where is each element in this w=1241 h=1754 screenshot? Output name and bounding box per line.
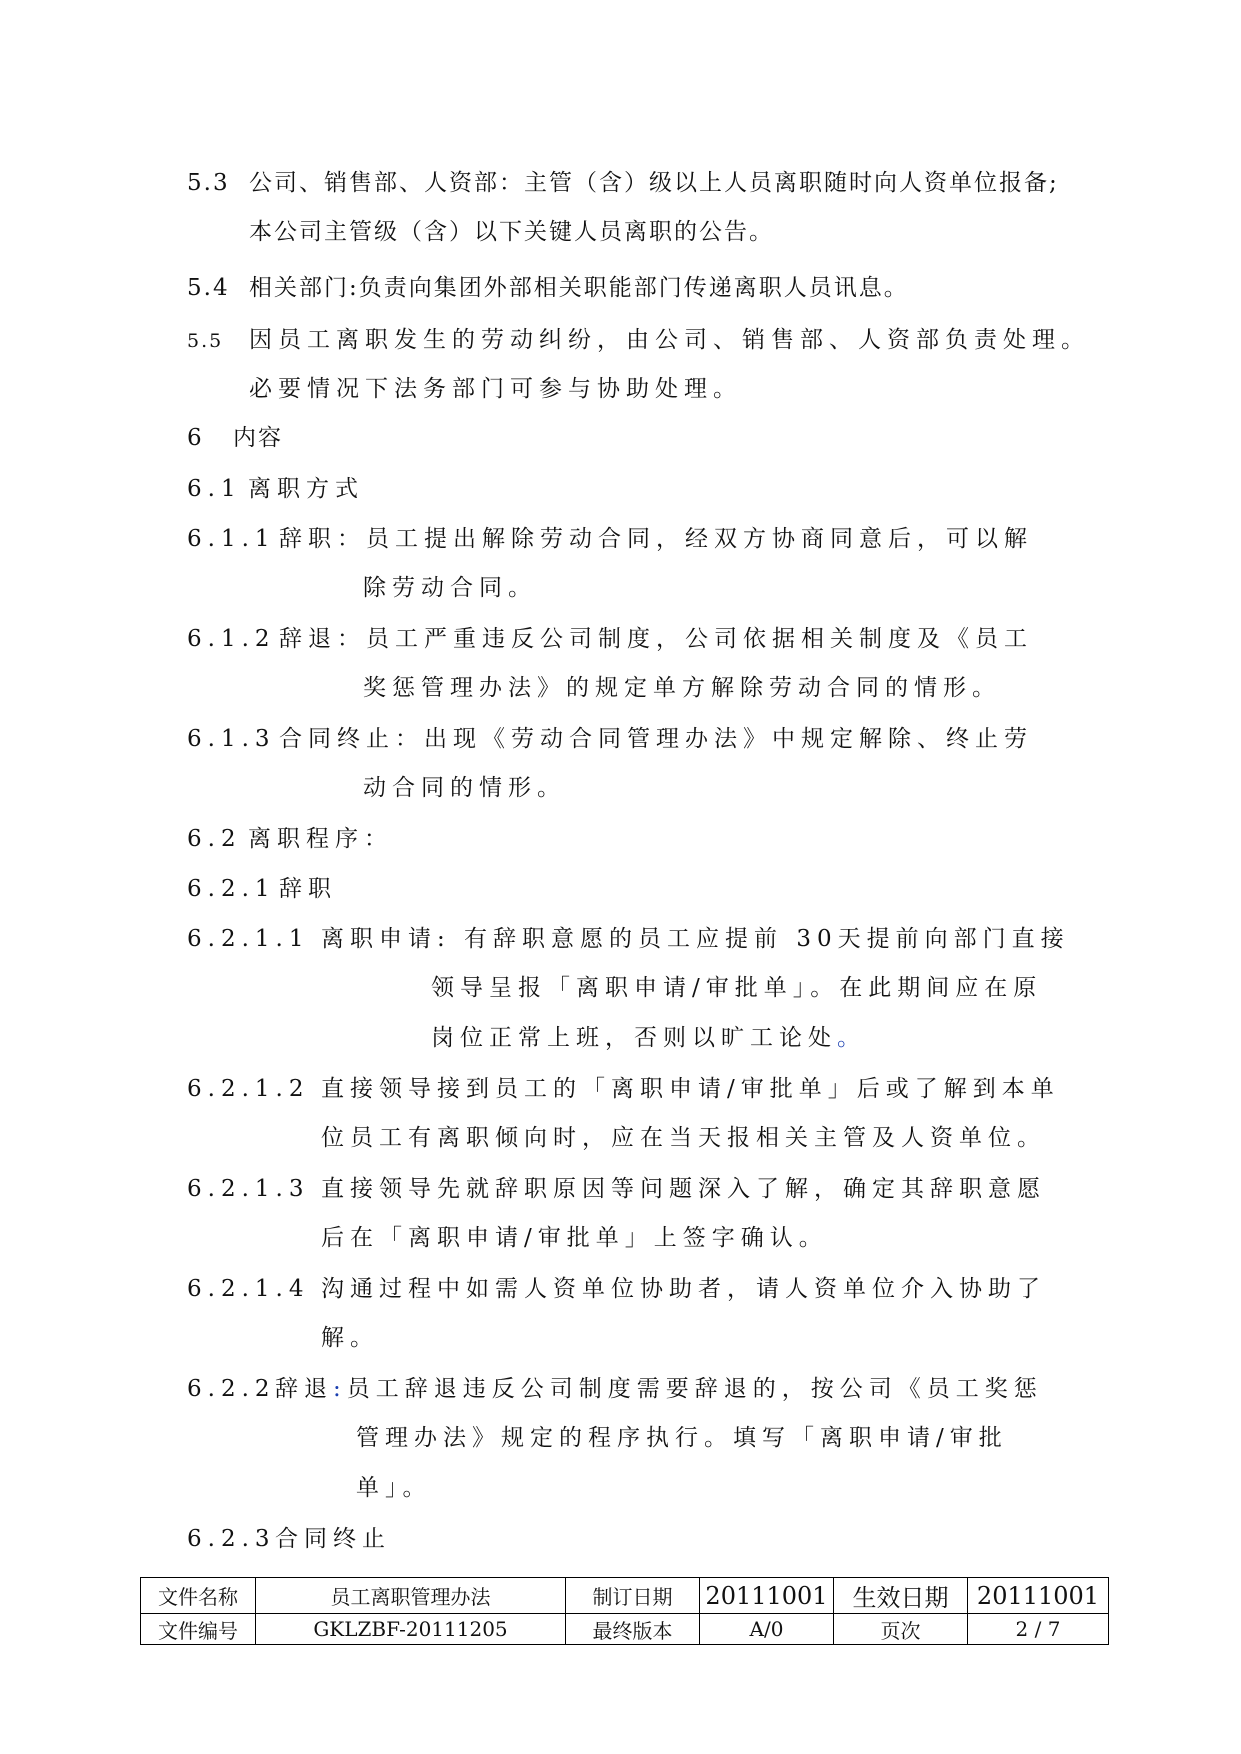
section-6 — [187, 423, 283, 453]
section-number: 6.1 — [187, 476, 242, 502]
clause-text: 沟通过程中如需人资单位协助者，请人资单位介入协助了 — [321, 1276, 1046, 1302]
section-number: 6.2.1 — [187, 876, 276, 902]
file-name-label: 文件名称 — [141, 1578, 256, 1614]
clause-number: 6.2.1.1 — [187, 926, 310, 952]
clause-6-1-2 — [187, 624, 1033, 654]
clause-6-2-1-1-cont2 — [431, 1023, 866, 1053]
clause-number: 6.2.2 — [187, 1376, 276, 1402]
section-6-1 — [187, 474, 364, 504]
clause-text: 直接领导接到员工的「离职申请/审批单」后或了解到本单 — [321, 1076, 1060, 1102]
clause-text: 奖惩管理办法》的规定单方解除劳动合同的情形。 — [363, 675, 1001, 701]
section-6-2 — [187, 824, 393, 854]
page-label: 页次 — [834, 1614, 968, 1645]
clause-5-4 — [187, 273, 909, 303]
clause-6-2-1-1-cont — [431, 973, 1042, 1003]
clause-heading: 辞退 — [275, 1376, 333, 1402]
clause-text: 相关部门:负责向集团外部相关职能部门传递离职人员讯息。 — [249, 275, 909, 301]
file-name-value: 员工离职管理办法 — [256, 1578, 566, 1614]
clause-6-2-1-4-cont — [321, 1323, 379, 1353]
version-value: A/0 — [700, 1614, 834, 1645]
clause-6-2-1-3-cont — [321, 1223, 828, 1253]
revise-date-label: 制订日期 — [566, 1578, 700, 1614]
clause-6-2-1-2 — [187, 1074, 1060, 1104]
clause-text: 管理办法》规定的程序执行。填写「离职申请/审批 — [356, 1425, 1008, 1451]
clause-text: 位员工有离职倾向时，应在当天报相关主管及人资单位。 — [321, 1125, 1046, 1151]
clause-6-1-3-cont — [363, 773, 566, 803]
clause-6-2-1-4 — [187, 1274, 1046, 1304]
clause-text: 因员工离职发生的劳动纠纷，由公司、销售部、人资部负责处理。 — [249, 327, 1090, 353]
section-number: 6 — [187, 425, 204, 451]
clause-text: 解。 — [321, 1325, 379, 1351]
clause-text: 除劳动合同。 — [363, 575, 537, 601]
clause-5-5 — [187, 325, 1090, 356]
section-number: 6.2.3 — [187, 1526, 276, 1552]
clause-text: 直接领导先就辞职原因等问题深入了解，确定其辞职意愿 — [321, 1176, 1046, 1202]
file-no-label: 文件编号 — [141, 1614, 256, 1645]
clause-6-2-2 — [187, 1374, 1043, 1404]
clause-number: 5.3 — [187, 170, 230, 196]
section-heading: 辞职 — [279, 876, 337, 902]
clause-text: 动合同的情形。 — [363, 775, 566, 801]
clause-5-3 — [187, 168, 1059, 198]
clause-number: 5.4 — [187, 275, 230, 301]
file-no-value: GKLZBF-20111205 — [256, 1614, 566, 1645]
clause-text: 辞职：员工提出解除劳动合同，经双方协商同意后，可以解 — [279, 526, 1033, 552]
clause-6-2-1-2-cont — [321, 1123, 1046, 1153]
section-heading: 合同终止 — [275, 1526, 391, 1552]
clause-text: 本公司主管级（含）以下关键人员离职的公告。 — [249, 219, 774, 245]
clause-text: 必要情况下法务部门可参与协助处理。 — [249, 376, 742, 402]
clause-6-1-2-cont — [363, 673, 1001, 703]
clause-text: 公司、销售部、人资部：主管（含）级以上人员离职随时向人资单位报备; — [249, 170, 1059, 196]
clause-6-1-1-cont — [363, 573, 537, 603]
clause-6-1-3 — [187, 724, 1033, 754]
clause-number: 6.2.1.2 — [187, 1076, 310, 1102]
section-6-2-1 — [187, 874, 337, 904]
effective-date-value: 20111001 — [968, 1578, 1109, 1614]
clause-text: 合同终止：出现《劳动合同管理办法》中规定解除、终止劳 — [279, 726, 1033, 752]
clause-text: 员工辞退违反公司制度需要辞退的，按公司《员工奖惩 — [346, 1376, 1043, 1402]
clause-text: 离职申请: 有辞职意愿的员工应提前 30天提前向部门直接 — [321, 926, 1070, 952]
clause-text: 后在「离职申请/审批单」上签字确认。 — [321, 1225, 828, 1251]
clause-colon: : — [333, 1376, 347, 1402]
clause-number: 6.1.3 — [187, 726, 276, 752]
table-row — [141, 1614, 1109, 1645]
table-row — [141, 1578, 1109, 1614]
page-value: 2 / 7 — [968, 1614, 1109, 1645]
clause-number: 6.2.1.3 — [187, 1176, 310, 1202]
clause-6-1-1 — [187, 524, 1033, 554]
document-info-table — [140, 1577, 1109, 1645]
clause-6-2-1-3 — [187, 1174, 1046, 1204]
clause-number: 5.5 — [187, 330, 224, 352]
clause-text: 领导呈报「离职申请/审批单」。在此期间应在原 — [431, 975, 1043, 1001]
revise-date-value: 20111001 — [700, 1578, 834, 1614]
effective-date-label: 生效日期 — [834, 1578, 968, 1614]
version-label: 最终版本 — [566, 1614, 700, 1645]
clause-number: 6.1.2 — [187, 626, 276, 652]
section-heading: 内容 — [233, 425, 283, 451]
section-heading: 离职程序： — [248, 826, 393, 852]
section-6-2-3 — [187, 1524, 391, 1554]
clause-text: 辞退：员工严重违反公司制度，公司依据相关制度及《员工 — [279, 626, 1033, 652]
clause-6-2-1-1 — [187, 924, 1070, 954]
clause-6-2-2-cont2 — [356, 1473, 432, 1503]
clause-number: 6.2.1.4 — [187, 1276, 310, 1302]
section-heading: 离职方式 — [248, 476, 364, 502]
clause-5-5-cont — [249, 374, 742, 404]
clause-text: 单」。 — [356, 1475, 432, 1501]
clause-6-2-2-cont — [356, 1423, 1008, 1453]
clause-end-mark: 。 — [837, 1025, 866, 1051]
clause-number: 6.1.1 — [187, 526, 276, 552]
section-number: 6.2 — [187, 826, 242, 852]
clause-text: 岗位正常上班，否则以旷工论处 — [431, 1025, 837, 1051]
clause-5-3-cont — [249, 217, 774, 247]
